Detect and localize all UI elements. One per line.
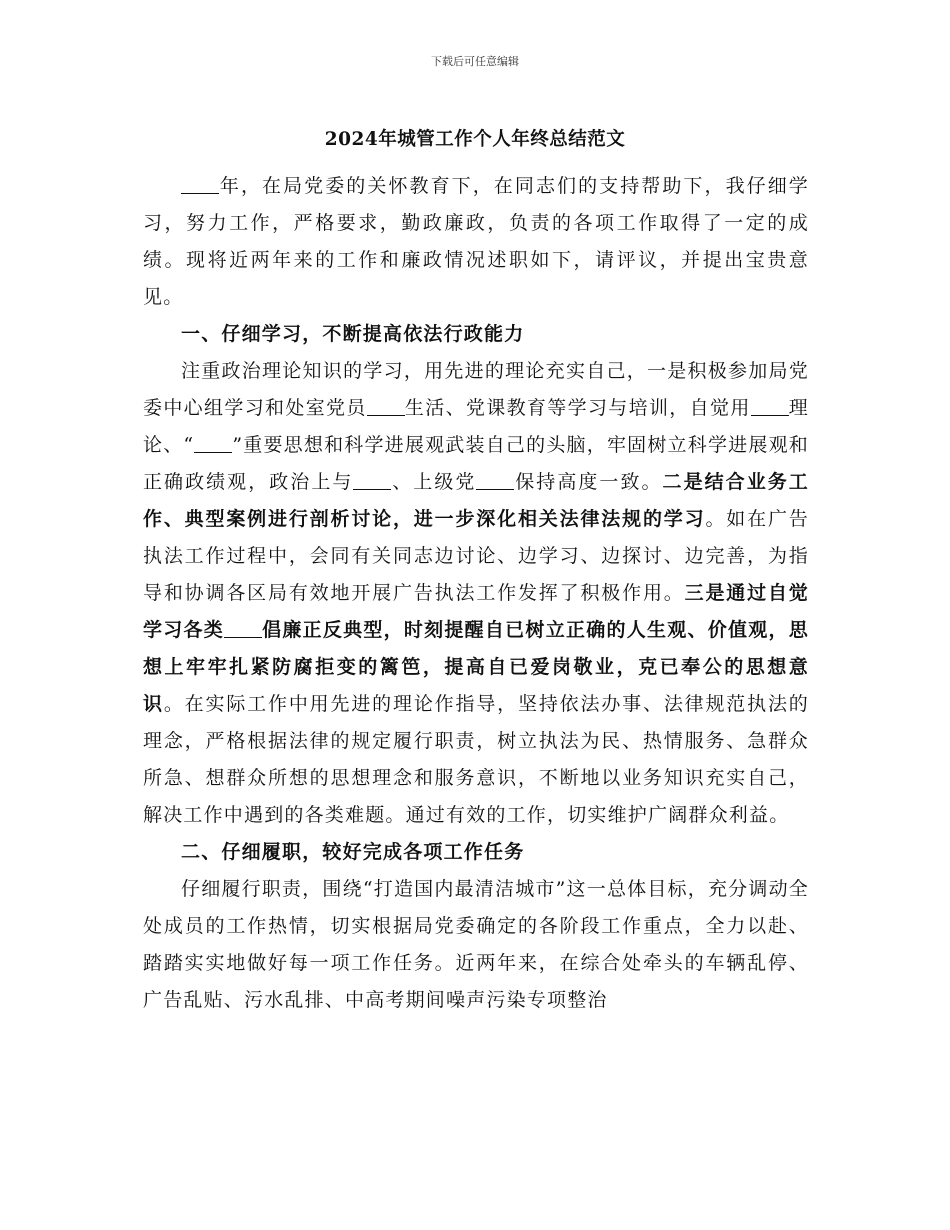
paragraph-study <box>143 353 809 834</box>
text-run: 注重政治理论知识的学习，用先进的理论充实自己，一是积极参加局党委中心组学习和处室党员 <box>143 360 809 419</box>
fill-blank <box>353 470 391 490</box>
fill-blank <box>367 396 405 416</box>
paragraph-intro <box>143 168 809 316</box>
bold-text-run: 三是通过自觉学习各类 <box>143 582 810 641</box>
bold-text-run: 二是结合业务工作、典型案例进行剖析讨论，进一步深化相关法律法规的学习 <box>143 471 809 530</box>
text-run: 。如在广告执法工作过程中，会同有关同志边讨论、边学习、边探讨、边完善，为指导和协调各区局有效地开展广告执法工作发挥了积极作用。 <box>143 508 809 604</box>
text-run: 、上级党 <box>391 471 477 493</box>
fill-blank <box>224 618 262 638</box>
fill-blank <box>751 396 789 416</box>
text-run: 保持高度一致。 <box>514 471 663 493</box>
text-run: ”重要思想和科学进展观武装自己的头脑，牢固树立科学进展观和正确政绩观，政治上与 <box>143 434 809 493</box>
paragraph-duties: 仔细履行职责，围绕“打造国内最清洁城市”这一总体目标，充分调动全处成员的工作热情，切实根据局党委确定的各阶段工作重点，全力以赴、踏踏实实地做好每一项工作任务。近两年来，在综合处牵头的车辆乱停、广告乱贴、污水乱排、中高考期间噪声污染专项整治 <box>143 878 809 1011</box>
text-run: 生活、党课教育等学习与培训，自觉用 <box>404 397 751 419</box>
section-heading-2: 二、仔细履职，较好完成各项工作任务 <box>181 841 525 863</box>
intro-text: 年，在局党委的关怀教育下，在同志们的支持帮助下，我仔细学习，努力工作，严格要求，勤政廉政，负责的各项工作取得了一定的成绩。现将近两年来的工作和廉政情况述职如下，请评议，并提出宝贵意见。 <box>143 175 809 308</box>
fill-blank <box>181 174 219 194</box>
header-note: 下载后可任意编辑 <box>431 55 519 68</box>
document-title: 2024年城管工作个人年终总结范文 <box>324 129 626 150</box>
text-run: 理论、“ <box>143 397 810 456</box>
fill-blank <box>476 470 514 490</box>
fill-blank <box>194 433 232 453</box>
document-body <box>143 168 809 1019</box>
text-run: 。在实际工作中用先进的理论作指导，坚持依法办事、法律规范执法的理念，严格根据法律的规定履行职责，树立执法为民、热情服务、急群众所急、想群众所想的思想理念和服务意识，不断地以业务知识充实自己，解决工作中遇到的各类难题。通过有效的工作，切实维护广阔群众利益。 <box>143 693 810 826</box>
bold-text-run: 倡廉正反典型，时刻提醒自已树立正确的人生观、价值观，思想上牢牢扎紧防腐拒变的篱笆，提高自已爱岗敬业，克已奉公的思想意识 <box>143 619 809 715</box>
section-heading-1: 一、仔细学习，不断提高依法行政能力 <box>181 323 525 345</box>
